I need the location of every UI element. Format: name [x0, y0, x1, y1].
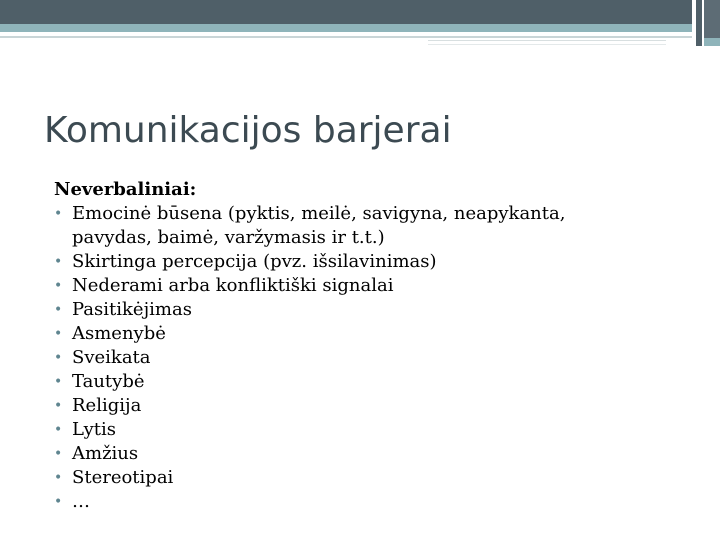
list-item	[54, 346, 694, 370]
list-item	[54, 490, 694, 514]
list-item-text: Amžius	[72, 443, 139, 464]
list-item	[54, 202, 694, 226]
list-item-text: Sveikata	[72, 347, 151, 368]
bullet-icon: •	[54, 278, 63, 294]
list-item-text: Asmenybė	[72, 323, 166, 344]
list-item-text: Skirtinga percepcija (pvz. išsilavinimas)	[72, 251, 437, 272]
top-band-inner-line-2	[428, 44, 666, 45]
top-band-teal	[0, 24, 692, 32]
list-item-text: Pasitikėjimas	[72, 299, 192, 320]
top-band-line	[0, 36, 692, 38]
corner-block-dark	[696, 0, 702, 46]
top-band-inner-line	[428, 40, 666, 41]
list-item	[54, 418, 694, 442]
bullet-icon: •	[54, 374, 63, 390]
list-item	[54, 250, 694, 274]
list-item	[54, 394, 694, 418]
slide-title: Komunikacijos barjerai	[44, 110, 452, 151]
bullet-icon: •	[54, 206, 63, 222]
bullet-icon: •	[54, 326, 63, 342]
list-item-text: Emocinė būsena (pyktis, meilė, savigyna, neapykanta,	[72, 203, 566, 224]
list-item-text: Tautybė	[72, 371, 145, 392]
list-item	[54, 370, 694, 394]
bullet-icon: •	[54, 350, 63, 366]
list-item-text: Lytis	[72, 419, 117, 440]
list-item-text: pavydas, baimė, varžymasis ir t.t.)	[72, 227, 385, 248]
list-item-continuation	[54, 226, 694, 250]
slide-body	[54, 178, 694, 514]
bullet-icon: •	[54, 398, 63, 414]
list-item-text: Religija	[72, 395, 142, 416]
corner-block-light	[704, 38, 720, 46]
list-item	[54, 274, 694, 298]
list-item-text: Nederami arba konfliktiški signalai	[72, 275, 394, 296]
top-band-dark	[0, 0, 692, 24]
list-item	[54, 322, 694, 346]
bullet-icon: •	[54, 254, 63, 270]
list-item-text: …	[72, 491, 90, 512]
list-item-text: Stereotipai	[72, 467, 174, 488]
bullet-icon: •	[54, 470, 63, 486]
bullet-icon: •	[54, 494, 63, 510]
bullet-icon: •	[54, 446, 63, 462]
list-item	[54, 298, 694, 322]
section-heading: Neverbaliniai:	[54, 179, 197, 200]
list-item	[54, 466, 694, 490]
bullet-icon: •	[54, 422, 63, 438]
bullet-icon: •	[54, 302, 63, 318]
list-item	[54, 442, 694, 466]
bullet-list	[54, 202, 694, 514]
